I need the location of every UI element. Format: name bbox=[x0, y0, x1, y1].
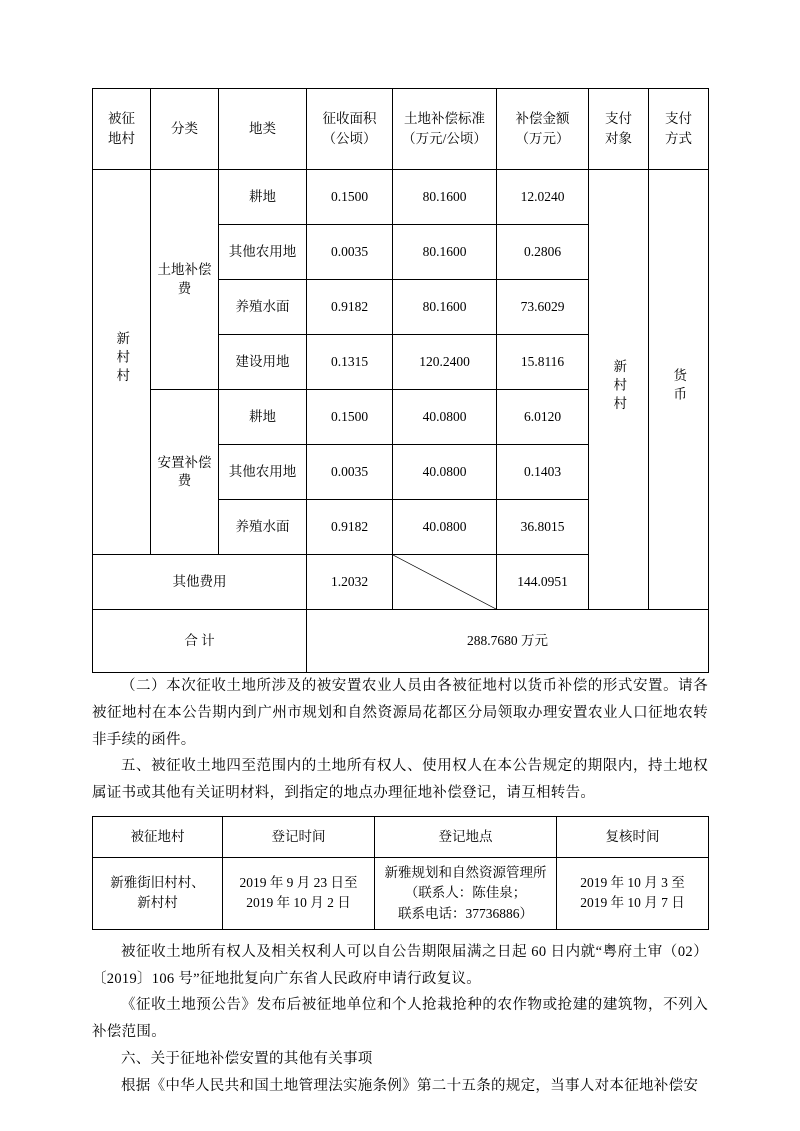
cell-standard: 120.2400 bbox=[393, 335, 497, 390]
reg-cell-village: 新雅街旧村村、 新村村 bbox=[93, 858, 223, 930]
reg-header-place: 登记地点 bbox=[375, 817, 557, 858]
cell-standard: 40.0800 bbox=[393, 390, 497, 445]
cell-pay-target: 新村村 bbox=[589, 170, 649, 610]
cell-standard: 80.1600 bbox=[393, 280, 497, 335]
header-land-type: 地类 bbox=[219, 89, 307, 170]
diagonal-line-icon bbox=[393, 555, 496, 609]
cell-total-value: 288.7680 万元 bbox=[307, 610, 709, 673]
cell-amount: 73.6029 bbox=[497, 280, 589, 335]
reg-header-village: 被征地村 bbox=[93, 817, 223, 858]
cell-amount: 6.0120 bbox=[497, 390, 589, 445]
table-header-row bbox=[93, 89, 709, 170]
cell-category-resettle-comp: 安置补偿费 bbox=[151, 390, 219, 555]
cell-land-type: 养殖水面 bbox=[219, 280, 307, 335]
reg-header-review-time: 复核时间 bbox=[557, 817, 709, 858]
header-category: 分类 bbox=[151, 89, 219, 170]
paragraph-preannouncement: 《征收土地预公告》发布后被征地单位和个人抢栽抢种的农作物或抢建的建筑物，不列入补偿范围。 bbox=[92, 997, 708, 1041]
reg-cell-time: 2019 年 9 月 23 日至 2019 年 10 月 2 日 bbox=[223, 858, 375, 930]
header-village: 被征 地村 bbox=[93, 89, 151, 170]
cell-amount: 0.1403 bbox=[497, 445, 589, 500]
cell-land-type: 耕地 bbox=[219, 390, 307, 445]
cell-area: 0.0035 bbox=[307, 445, 393, 500]
header-pay-target: 支付 对象 bbox=[589, 89, 649, 170]
cell-land-type: 建设用地 bbox=[219, 335, 307, 390]
cell-standard: 40.0800 bbox=[393, 445, 497, 500]
cell-village: 新村村 bbox=[93, 170, 151, 555]
cell-area: 0.1315 bbox=[307, 335, 393, 390]
registration-row bbox=[93, 858, 709, 930]
table-row-total bbox=[93, 610, 709, 673]
compensation-table bbox=[92, 88, 709, 673]
cell-amount: 36.8015 bbox=[497, 500, 589, 555]
paragraph-6-heading: 六、关于征地补偿安置的其他有关事项 bbox=[121, 1051, 373, 1068]
reg-cell-place: 新雅规划和自然资源管理所 （联系人：陈佳泉； 联系电话：37736886） bbox=[375, 858, 557, 930]
cell-land-type: 耕地 bbox=[219, 170, 307, 225]
header-amount: 补偿金额 （万元） bbox=[497, 89, 589, 170]
cell-standard: 80.1600 bbox=[393, 170, 497, 225]
header-standard: 土地补偿标准 （万元/公顷） bbox=[393, 89, 497, 170]
cell-amount: 0.2806 bbox=[497, 225, 589, 280]
paragraph-2: （二）本次征收土地所涉及的被安置农业人员由各被征地村以货币补偿的形式安置。请各被征地村在本公告期内到广州市规划和自然资源局花都区分局领取办理安置农业人口征地农转非手续的函件。 bbox=[92, 678, 708, 748]
cell-area: 0.9182 bbox=[307, 500, 393, 555]
table-row bbox=[93, 170, 709, 225]
cell-other-fee-amount: 144.0951 bbox=[497, 555, 589, 610]
cell-land-type: 养殖水面 bbox=[219, 500, 307, 555]
cell-standard: 80.1600 bbox=[393, 225, 497, 280]
cell-land-type: 其他农用地 bbox=[219, 225, 307, 280]
paragraph-appeal: 被征收土地所有权人及相关权利人可以自公告期限届满之日起 60 日内就“粤府土审（02）〔2019〕106 号”征地批复向广东省人民政府申请行政复议。 bbox=[92, 943, 708, 987]
cell-amount: 15.8116 bbox=[497, 335, 589, 390]
reg-cell-review-time: 2019 年 10 月 3 至 2019 年 10 月 7 日 bbox=[557, 858, 709, 930]
registration-header-row bbox=[93, 817, 709, 858]
header-pay-method: 支付 方式 bbox=[649, 89, 709, 170]
cell-area: 0.0035 bbox=[307, 225, 393, 280]
cell-area: 0.1500 bbox=[307, 170, 393, 225]
header-area: 征收面积 （公顷） bbox=[307, 89, 393, 170]
cell-pay-method: 货币 bbox=[649, 170, 709, 610]
cell-category-land-comp: 土地补偿费 bbox=[151, 170, 219, 390]
cell-other-fee-area: 1.2032 bbox=[307, 555, 393, 610]
cell-amount: 12.0240 bbox=[497, 170, 589, 225]
paragraph-5: 五、被征收土地四至范围内的土地所有权人、使用权人在本公告规定的期限内，持土地权属证书或其他有关证明材料，到指定的地点办理征地补偿登记，请互相转告。 bbox=[92, 758, 708, 802]
cell-standard: 40.0800 bbox=[393, 500, 497, 555]
paragraph-6-body: 根据《中华人民共和国土地管理法实施条例》第二十五条的规定，当事人对本征地补偿安 bbox=[121, 1077, 699, 1094]
cell-area: 0.9182 bbox=[307, 280, 393, 335]
reg-header-time: 登记时间 bbox=[223, 817, 375, 858]
cell-other-fee-standard-blank bbox=[393, 555, 497, 610]
cell-area: 0.1500 bbox=[307, 390, 393, 445]
cell-land-type: 其他农用地 bbox=[219, 445, 307, 500]
registration-table bbox=[92, 816, 709, 930]
cell-total-label: 合 计 bbox=[93, 610, 307, 673]
cell-other-fee-label: 其他费用 bbox=[93, 555, 307, 610]
